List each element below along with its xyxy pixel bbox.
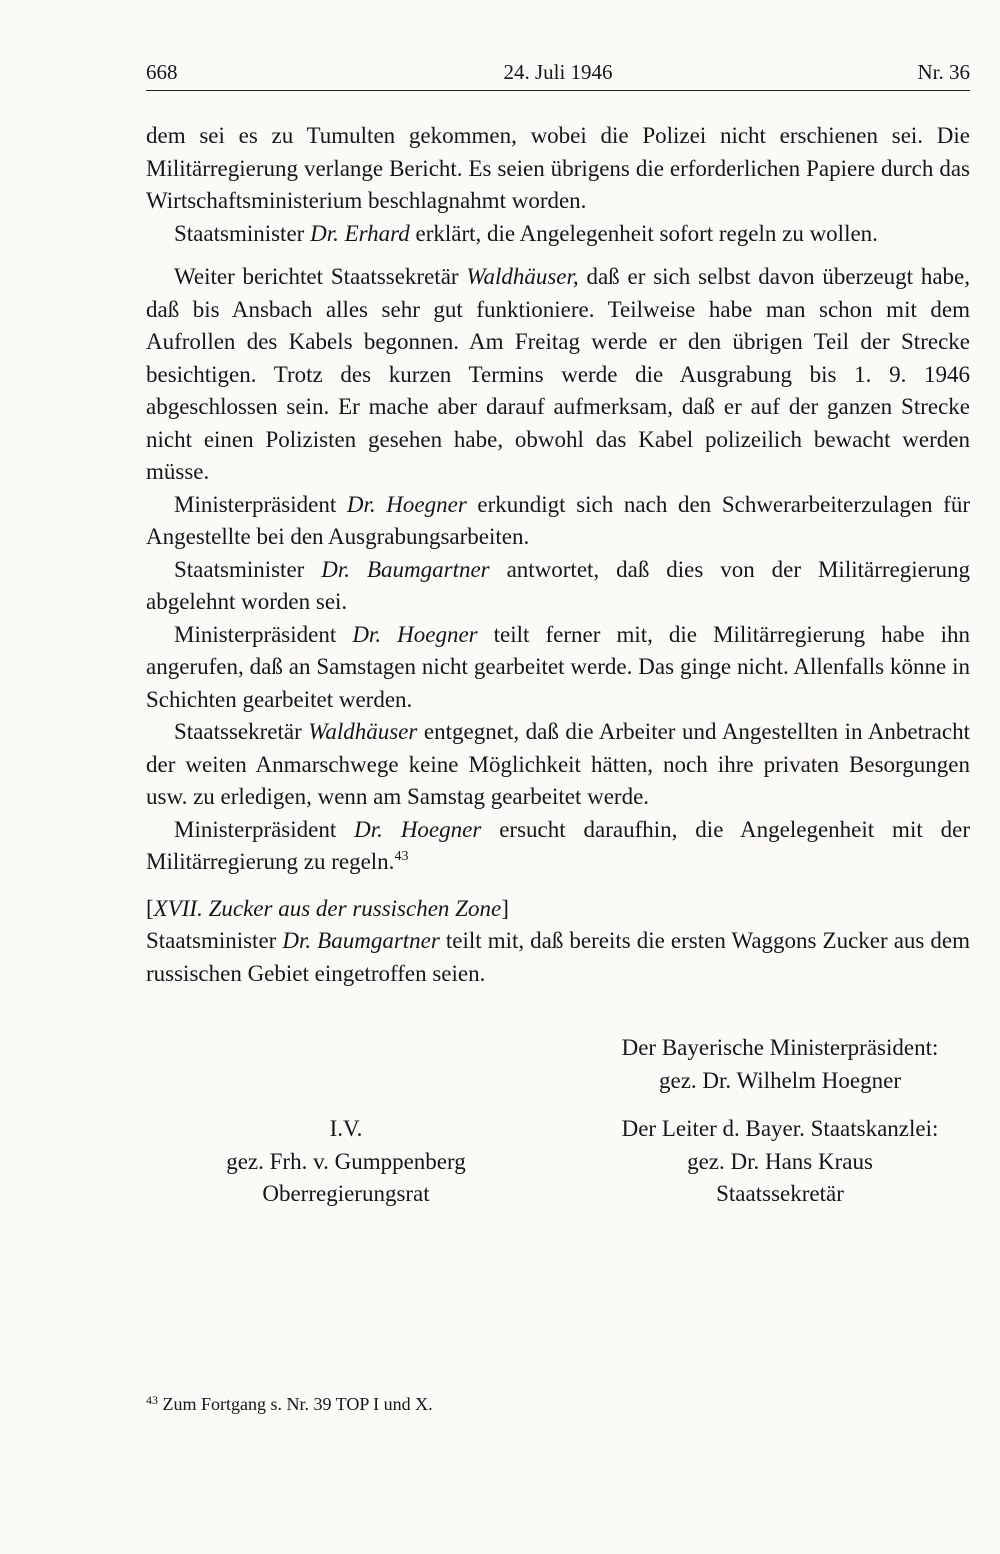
paragraph-7-pre: Staatssekretär xyxy=(174,719,309,744)
paragraph-4 xyxy=(146,489,970,554)
paragraph-6-post: teilt ferner mit, die Militärregierung habe ihn angerufen, daß an Samstagen nicht gearbeitet werde. Das ginge nicht. Allenfalls könne in Schichten gearbeitet werden. xyxy=(146,621,970,712)
paragraph-1-text: dem sei es zu Tumulten gekommen, wobei die Polizei nicht erschienen sei. Die Militärregierung verlange Bericht. Es seien übrigens die erforderlichen Papiere durch das Wirtschaftsministerium beschlagnahmt worden. xyxy=(146,123,970,213)
signature-deputy xyxy=(146,1113,546,1211)
paragraph-7-post: entgegnet, daß die Arbeiter und Angestellten in Anbetracht der weiten Anmarschwege keine Möglichkeit hätten, noch ihre privaten Besorgungen usw. zu erledigen, wenn am Samstag gearbeitet werde. xyxy=(146,719,970,809)
section-heading xyxy=(146,893,970,926)
paragraph-5-pre: Staatsminister xyxy=(174,556,322,582)
paragraph-8 xyxy=(146,814,970,879)
paragraph-5-post: antwortet, daß dies von der Militärregierung abgelehnt worden sei. xyxy=(146,556,970,614)
header-date: 24. Juli 1946 xyxy=(503,60,613,84)
speaker-name: Dr. Erhard xyxy=(310,220,410,246)
footnote-text: Zum Fortgang s. Nr. 39 TOP I und X. xyxy=(162,1394,433,1414)
body-text xyxy=(146,120,970,990)
signature-title: I.V. xyxy=(329,1116,363,1141)
issue-number: Nr. 36 xyxy=(917,60,970,84)
signature-title: Der Bayerische Ministerpräsident: xyxy=(621,1035,939,1060)
signature-chancellery-head xyxy=(580,1113,980,1211)
paragraph-2 xyxy=(146,218,970,251)
section-heading-text: XVII. Zucker aus der russischen Zone xyxy=(153,895,502,921)
footnote xyxy=(146,1392,970,1416)
paragraph-9-post: teilt mit, daß bereits die ersten Waggons Zucker aus dem russischen Gebiet eingetroffen seien. xyxy=(146,928,971,986)
speaker-name: Dr. Hoegner xyxy=(352,621,478,647)
signature-minister-president xyxy=(580,1032,980,1097)
signature-role: Oberregierungsrat xyxy=(262,1181,430,1206)
signature-name: gez. Dr. Hans Kraus xyxy=(687,1148,873,1174)
paragraph-9 xyxy=(146,925,970,990)
speaker-name: Dr. Hoegner xyxy=(346,491,467,517)
signature-name: gez. Dr. Wilhelm Hoegner xyxy=(659,1067,901,1093)
paragraph-7 xyxy=(146,716,970,814)
paragraph-3-post: daß er sich selbst davon überzeugt habe, daß bis Ansbach alles sehr gut funktioniere. Teilweise habe man schon mit dem Aufrollen des Kabels begonnen. Am Freitag werde er den übrigen Teil der Strecke besichtigen. Trotz des kurzen Termins werde die Ausgrabung bis 1. 9. 1946 abgeschlossen sein. Er mache aber darauf aufmerksam, daß er auf der ganzen Strecke nicht einen Polizisten gesehen habe, obwohl das Kabel polizeilich bewacht werden müsse. xyxy=(146,264,970,484)
paragraph-2-pre: Staatsminister xyxy=(174,220,311,246)
paragraph-2-post: erklärt, die Angelegenheit sofort regeln zu wollen. xyxy=(409,220,878,246)
paragraph-5 xyxy=(146,554,970,619)
paragraph-4-pre: Ministerpräsident xyxy=(174,491,347,517)
heading-bracket-open: [ xyxy=(146,895,154,921)
paragraph-3 xyxy=(146,261,970,489)
paragraph-1 xyxy=(146,120,970,218)
paragraph-3-pre: Weiter berichtet Staatssekretär xyxy=(174,264,467,289)
speaker-name: Dr. Baumgartner xyxy=(282,928,440,953)
speaker-name: Dr. Hoegner xyxy=(354,816,482,842)
heading-bracket-close: ] xyxy=(501,895,509,921)
speaker-name: Waldhäuser, xyxy=(466,264,579,289)
paragraph-6 xyxy=(146,619,970,717)
paragraph-8-post: ersucht daraufhin, die Angelegenheit mit der Militärregierung zu regeln. xyxy=(146,816,971,874)
signature-role: Staatssekretär xyxy=(716,1181,844,1206)
signature-title: Der Leiter d. Bayer. Staatskanzlei: xyxy=(621,1116,939,1141)
speaker-name: Dr. Baumgartner xyxy=(321,556,490,582)
page-header xyxy=(146,58,970,88)
speaker-name: Waldhäuser xyxy=(308,719,418,744)
paragraph-9-pre: Staatsminister xyxy=(146,928,283,953)
footnote-number: 43 xyxy=(146,1393,158,1407)
page-number: 668 xyxy=(146,60,178,84)
signature-name: gez. Frh. v. Gumppenberg xyxy=(226,1148,466,1174)
paragraph-4-post: erkundigt sich nach den Schwerarbeiterzulagen für Angestellte bei den Ausgrabungsarbeiten. xyxy=(146,491,970,549)
paragraph-8-pre: Ministerpräsident xyxy=(174,816,355,842)
paragraph-6-pre: Ministerpräsident xyxy=(174,621,353,647)
header-rule xyxy=(146,90,970,91)
footnote-reference: 43 xyxy=(394,849,409,864)
